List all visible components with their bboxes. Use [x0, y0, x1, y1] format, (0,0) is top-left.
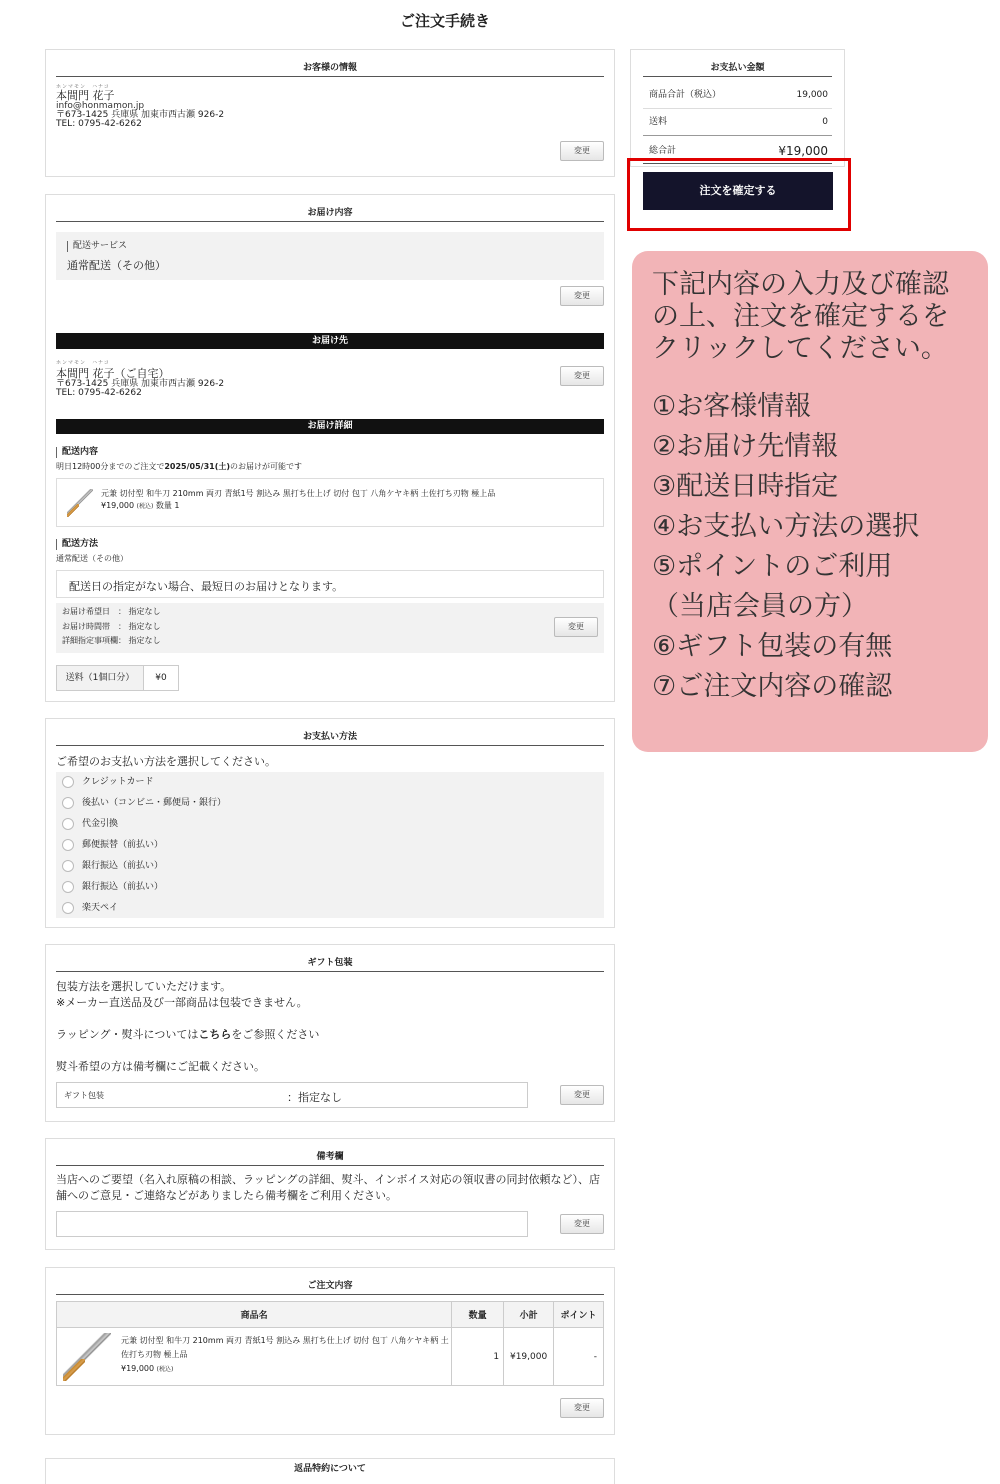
payment-option-label[interactable]: 銀行振込（前払い）: [82, 882, 164, 892]
gift-heading: ギフト包装: [56, 955, 604, 972]
shipping-fee-box: [56, 665, 179, 691]
item-name: 元兼 切付型 和牛刀 210mm 両刃 青紙1号 割込み 黒打ち仕上げ 切付 包丁 八角ケヤキ柄 土佐打ち刃物 極上品: [101, 489, 496, 498]
payment-radio[interactable]: [62, 860, 74, 872]
payment-radio[interactable]: [62, 818, 74, 830]
gift-line-1: 包装方法を選択していただけます。: [56, 980, 232, 993]
divider: [643, 108, 832, 109]
item-tax: (税込): [136, 503, 154, 510]
item-price: ¥19,000: [101, 501, 135, 510]
payment-option-label[interactable]: 郵便振替（前払い）: [82, 840, 164, 850]
payment-options: [56, 772, 604, 918]
instruction-step: ④お支払い方法の選択: [652, 511, 920, 542]
customer-heading: お客様の情報: [56, 60, 604, 77]
order-item-price: ¥19,000: [121, 1364, 155, 1373]
method-value: 通常配送（その他）: [56, 554, 128, 563]
shipping-label: 送料: [649, 117, 668, 127]
destination-heading: お届け先: [56, 333, 604, 349]
col-product: 商品名: [57, 1302, 452, 1328]
summary-heading: お支払い金額: [643, 60, 832, 77]
gift-field-value: ：指定なし: [287, 1091, 342, 1104]
time-label: お届け時間帯 ：: [62, 622, 126, 631]
instruction-note: [632, 251, 988, 752]
returns-panel: [45, 1458, 615, 1484]
instruction-step: ③配送日時指定: [652, 471, 839, 502]
gift-line-4: 熨斗希望の方は備考欄にご記載ください。: [56, 1060, 265, 1073]
schedule-change-button[interactable]: 変更: [554, 617, 598, 637]
delivery-change-button[interactable]: 変更: [560, 286, 604, 306]
payment-radio[interactable]: [62, 776, 74, 788]
payment-panel: [45, 718, 615, 928]
payment-option-label[interactable]: 代金引換: [82, 819, 119, 829]
shipping-value: 0: [822, 117, 828, 127]
returns-heading: 返品特約について: [294, 1464, 366, 1474]
content-note-date: 2025/05/31(土): [164, 462, 231, 471]
payment-radio[interactable]: [62, 881, 74, 893]
no-date-note: 配送日の指定がない場合、最短日のお届けとなります。: [69, 580, 344, 593]
knife-thumbnail: [63, 1333, 111, 1381]
content-note-end: のお届けが可能です: [230, 462, 303, 471]
time-value: 指定なし: [128, 622, 161, 631]
instruction-lead: 下記内容の入力及び確認の上、注文を確定するをクリックしてください。: [652, 269, 949, 364]
order-qty: 1: [452, 1328, 504, 1386]
gift-field-label: ギフト包装: [64, 1091, 104, 1100]
detail-heading: お届け詳細: [56, 419, 604, 434]
total-value: ¥19,000: [778, 144, 828, 158]
remarks-change-button[interactable]: 変更: [560, 1214, 604, 1234]
customer-panel: [45, 49, 615, 177]
total-label: 総合計: [649, 146, 677, 156]
customer-name: 本間門 花子: [56, 89, 115, 102]
order-heading: ご注文内容: [56, 1278, 604, 1295]
divider: [643, 135, 832, 136]
payment-radio[interactable]: [62, 902, 74, 914]
service-value: 通常配送（その他）: [67, 259, 166, 272]
remarks-field[interactable]: [56, 1211, 528, 1237]
delivery-item-box: [56, 478, 604, 527]
destination-address: 〒673-1425 兵庫県 加東市西古瀬 926-2: [56, 379, 225, 389]
payment-option-label[interactable]: 後払い（コンビニ・郵便局・銀行）: [82, 798, 227, 808]
customer-ruby: ホンマモン ハナコ: [56, 84, 110, 90]
col-qty: 数量: [452, 1302, 504, 1328]
date-value: 指定なし: [128, 607, 161, 616]
summary-panel: [630, 49, 845, 167]
customer-address: 〒673-1425 兵庫県 加東市西古瀬 926-2: [56, 110, 225, 120]
payment-prompt: ご希望のお支払い方法を選択してください。: [56, 755, 276, 768]
payment-heading: お支払い方法: [56, 729, 604, 746]
content-note: 明日12時00分までのご注文で: [56, 462, 165, 471]
destination-change-button[interactable]: 変更: [560, 366, 604, 386]
instruction-step: ⑦ご注文内容の確認: [652, 671, 893, 702]
payment-option-label[interactable]: 楽天ペイ: [82, 903, 119, 913]
gift-line-2: ※メーカー直送品及び一部商品は包装できません。: [56, 996, 308, 1009]
col-points: ポイント: [554, 1302, 604, 1328]
schedule-box: [56, 603, 604, 653]
order-item-tax: (税込): [156, 1366, 174, 1373]
delivery-panel: [45, 194, 615, 702]
gift-change-button[interactable]: 変更: [560, 1085, 604, 1105]
gift-line-3: ラッピング・熨斗については: [56, 1028, 199, 1041]
confirm-order-button[interactable]: 注文を確定する: [643, 172, 833, 210]
gift-line-3-end: をご参照ください: [231, 1028, 320, 1041]
subtotal-value: 19,000: [796, 90, 828, 100]
col-subtotal: 小計: [504, 1302, 554, 1328]
customer-tel: TEL: 0795-42-6262: [56, 119, 142, 129]
delivery-heading: お届け内容: [56, 205, 604, 222]
knife-thumbnail: [67, 489, 93, 517]
instruction-step: ①お客様情報: [652, 391, 812, 422]
payment-option-label[interactable]: 銀行振込（前払い）: [82, 861, 164, 871]
no-date-note-box: [56, 570, 604, 598]
remarks-panel: [45, 1138, 615, 1250]
payment-radio[interactable]: [62, 797, 74, 809]
gift-field[interactable]: [56, 1082, 528, 1108]
delivery-service-box: [56, 232, 604, 280]
remarks-text: 当店へのご要望（名入れ原稿の相談、ラッピングの詳細、熨斗、インボイス対応の領収書の同封依頼など）、店舗へのご意見・ご連絡などがありましたら備考欄をご利用ください。: [56, 1173, 600, 1202]
gift-link[interactable]: こちら: [198, 1028, 232, 1041]
instruction-steps: [652, 387, 968, 707]
detail-value: 指定なし: [128, 636, 161, 645]
order-table: [56, 1301, 604, 1386]
order-subtotal: ¥19,000: [504, 1328, 554, 1386]
order-change-button[interactable]: 変更: [560, 1398, 604, 1418]
item-qty: 数量 1: [155, 501, 180, 510]
method-label: 配送方法: [56, 539, 98, 550]
instruction-step: （当店会員の方）: [652, 591, 868, 622]
customer-email: info@honmamon.jp: [56, 101, 145, 111]
customer-change-button[interactable]: 変更: [560, 141, 604, 161]
instruction-step: ②お届け先情報: [652, 431, 839, 462]
content-label: 配送内容: [56, 447, 98, 458]
date-label: お届け希望日 ：: [62, 607, 126, 616]
destination-name: 本間門 花子（ご自宅）: [56, 367, 170, 380]
page-title: ご注文手続き: [399, 12, 490, 30]
service-label: 配送サービス: [67, 241, 127, 252]
table-row: [57, 1328, 604, 1386]
order-panel: [45, 1267, 615, 1435]
shipping-fee-value: ¥0: [155, 673, 167, 683]
subtotal-label: 商品合計（税込）: [649, 90, 722, 100]
gift-panel: [45, 944, 615, 1122]
detail-label: 詳細指定事項欄：: [62, 636, 126, 645]
destination-tel: TEL: 0795-42-6262: [56, 388, 142, 398]
payment-radio[interactable]: [62, 839, 74, 851]
instruction-step: ⑤ポイントのご利用: [652, 551, 893, 582]
shipping-fee-label: 送料（1個口分）: [57, 666, 144, 690]
instruction-step: ⑥ギフト包装の有無: [652, 631, 893, 662]
payment-option-label[interactable]: クレジットカード: [82, 777, 154, 787]
remarks-heading: 備考欄: [56, 1149, 604, 1166]
destination-ruby: ホンマモン ハナコ: [56, 360, 110, 366]
order-points: -: [554, 1328, 604, 1386]
order-item-name: 元兼 切付型 和牛刀 210mm 両刃 青紙1号 割込み 黒打ち仕上げ 切付 包丁 八角ケヤキ柄 土佐打ち刃物 極上品: [121, 1336, 449, 1359]
